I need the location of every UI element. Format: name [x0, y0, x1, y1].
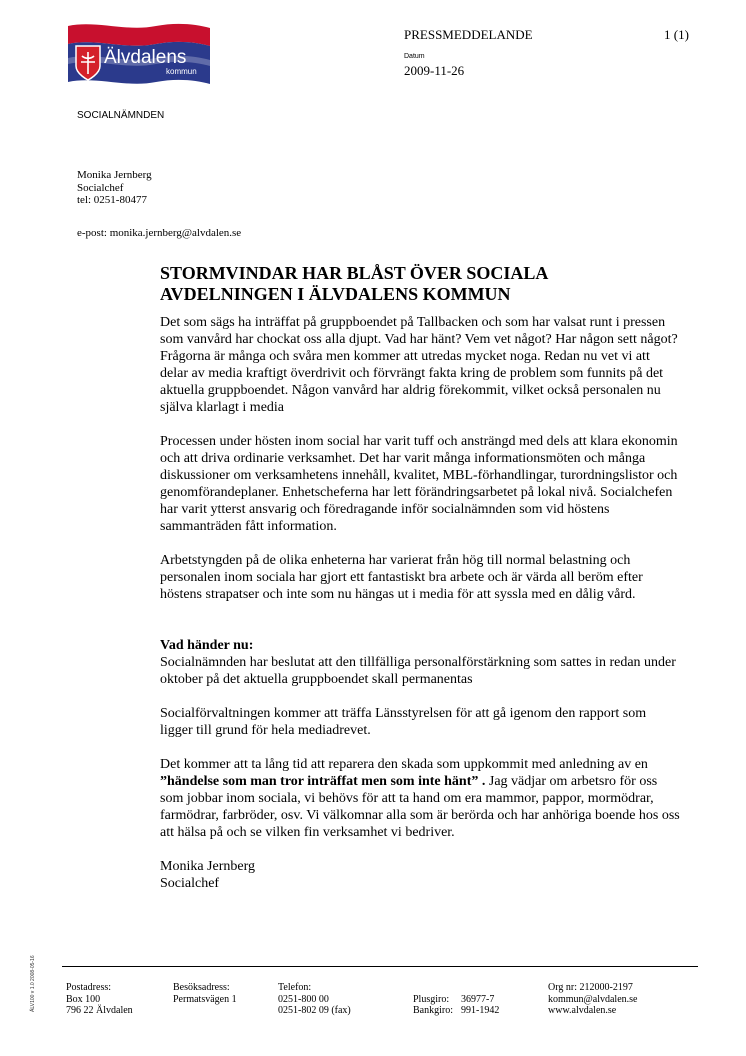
footer-giro — [413, 994, 499, 1017]
headline-line-1: STORMVINDAR HAR BLÅST ÖVER SOCIALA — [160, 263, 549, 283]
org-number — [548, 982, 637, 994]
paragraph-6 — [160, 756, 680, 841]
paragraph-6-end: Jag vädjar om arbetsro för oss som jobbar inom sociala, vi behövs för att ta hand om era mammor, pappor, mormödrar, farmödrar, farbröder, osv. Vi välkomnar alla som är berörda och har anhöriga boende hos oss att hälsa på och se vilken fin verksamhet vi bedriver. — [160, 774, 680, 840]
footer-postal — [66, 982, 133, 1017]
logo-name: Älvdalens — [104, 47, 187, 68]
plusgiro-value: 36977-7 — [461, 993, 495, 1005]
postal-line-2: 796 22 Älvdalen — [66, 1005, 133, 1016]
phone-line-1: 0251-800 00 — [278, 993, 329, 1005]
contact-name: Monika Jernberg — [77, 169, 152, 181]
document-type: PRESSMEDDELANDE — [404, 27, 533, 42]
footer-divider — [62, 966, 698, 967]
footer-org — [548, 982, 637, 1017]
paragraph-3: Arbetstyngden på de olika enheterna har varierat från hög till normal belastning och personalen inom sociala har gjort ett fantastiskt bra arbete och är värda all beröm efter höstens strapatser och inte som nu hängas ut i media för att syssla med en dålig vård. — [160, 553, 643, 602]
footer-website[interactable]: www.alvdalen.se — [548, 1005, 617, 1016]
paragraph-4: Socialnämnden har beslutat att den tillfälliga personalförstärkning som sattes in redan under oktober på det aktuella gruppboendet skall permanentas — [160, 655, 676, 687]
department: SOCIALNÄMNDEN — [77, 110, 165, 121]
org-label: Org nr: — [548, 982, 577, 993]
paragraph-6-start: Det kommer att ta lång tid att reparera den skada som uppkommit med anledning av en — [160, 757, 648, 772]
date-value: 2009-11-26 — [404, 63, 465, 78]
postal-line-1: Box 100 — [66, 993, 101, 1005]
plusgiro-row — [413, 994, 499, 1006]
paragraph-1: Det som sägs ha inträffat på gruppboendet på Tallbacken och som har valsat runt i pressen som vanvård har chockat oss alla djupt. Vad har hänt? Vem vet något? Har någon sett något? Frågorna är många och svåra men kommer att utredas mycket noga. Redan nu vet vi att delar av media kraftigt överdrivit och förvrängt fakta kring de problem som funnits på det aktuella gruppboendet. Någon vanvård har aldrig förekommit, vilket också personalen nu själva klarlagt i media — [160, 315, 678, 415]
contact-block — [77, 169, 152, 207]
plusgiro-label: Plusgiro: — [413, 993, 450, 1005]
postal-label: Postadress: — [66, 982, 111, 993]
paragraph-6-quote: ”händelse som man tror inträffat men som inte hänt” . — [160, 774, 486, 789]
footer-phone — [278, 982, 351, 1017]
headline-line-2: AVDELNINGEN I ÄLVDALENS KOMMUN — [160, 284, 511, 304]
visit-label: Besöksadress: — [173, 982, 230, 993]
contact-title: Socialchef — [77, 181, 124, 194]
logo-graphic — [66, 22, 212, 88]
signature-name: Monika Jernberg — [160, 859, 255, 874]
headline — [160, 263, 680, 305]
paragraph-2: Processen under hösten inom social har varit tuff och ansträngd med dels att klara ekonomin och att driva ordinarie verksamhet. Det har varit många informationsmöten och många diskussioner om verksamhetens innehåll, kvalitet, MBL-förhandlingar, turordningslistor och genomförandeplaner. Enhetscheferna har lett förändringsarbetet på lokal nivå. Socialchefen har varit ytterst ansvarig och föredragande inför socialnämnden som vid höstens sammanträden fått information. — [160, 434, 678, 534]
bankgiro-label: Bankgiro: — [413, 1005, 453, 1016]
signature — [160, 858, 680, 892]
signature-title: Socialchef — [160, 876, 220, 891]
logo-subtitle: kommun — [166, 67, 197, 76]
org-value: 212000-2197 — [579, 982, 633, 993]
footer-email[interactable]: kommun@alvdalen.se — [548, 993, 638, 1005]
article-body — [160, 314, 680, 892]
footer-visit — [173, 982, 237, 1005]
contact-phone: tel: 0251-80477 — [77, 194, 147, 206]
visit-line-1: Permatsvägen 1 — [173, 993, 237, 1005]
page-number: 1 (1) — [664, 27, 689, 42]
subheading: Vad händer nu: — [160, 638, 254, 653]
bankgiro-value: 991-1942 — [461, 1005, 500, 1016]
date-label: Datum — [404, 53, 425, 60]
municipality-logo — [66, 22, 212, 88]
phone-line-2: 0251-802 09 (fax) — [278, 1005, 351, 1016]
template-code: ÄLV100 v 1.0 2008-05-16 — [30, 955, 36, 1012]
bankgiro-row — [413, 1005, 499, 1017]
contact-email: e-post: monika.jernberg@alvdalen.se — [77, 227, 242, 239]
phone-label: Telefon: — [278, 982, 312, 993]
paragraph-5: Socialförvaltningen kommer att träffa Länsstyrelsen för att gå igenom den rapport som ligger till grund för hela mediadrevet. — [160, 706, 647, 738]
